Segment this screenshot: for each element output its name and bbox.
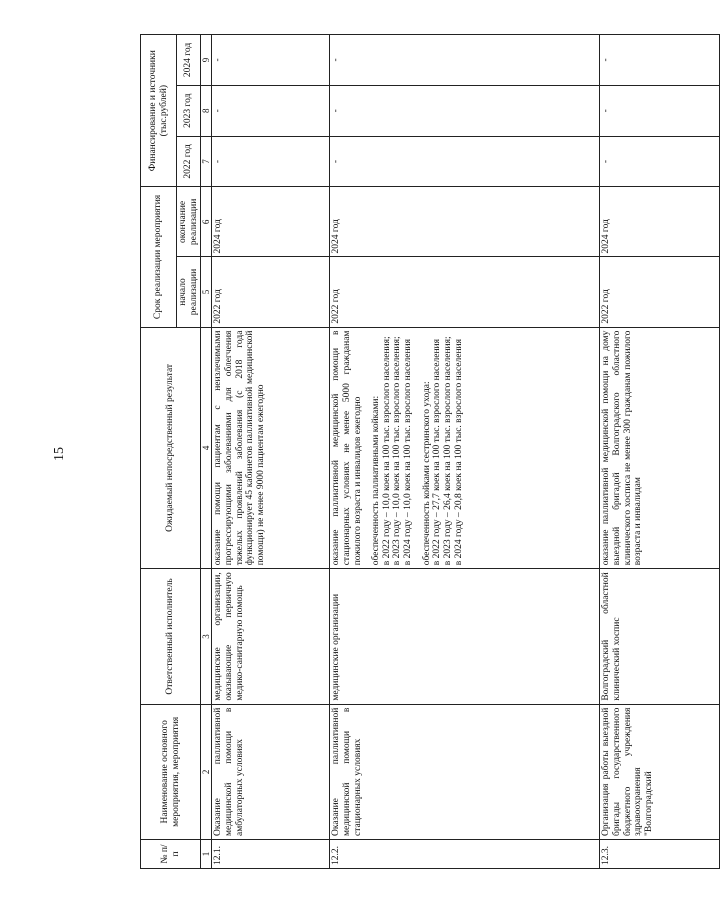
result-line: в 2024 году – 20,8 коек на 100 тыс. взрослого населения	[453, 339, 464, 566]
result-line: оказание паллиативной медицинской помощи на дому выездной бригадой Волгоградского областного клинического хосписа не менее 300 гражданам пожилого возраста и инвалидам	[601, 330, 644, 566]
row-result	[212, 327, 330, 569]
row-finance-2023: -	[212, 85, 330, 136]
row-finance-2024: -	[212, 35, 330, 86]
table-row	[212, 35, 330, 869]
header-result: Ожидаемый непосредственный результат	[141, 327, 201, 569]
row-start: 2022 год	[600, 257, 720, 327]
result-line: в 2022 году – 10,0 коек на 100 тыс. взрослого населения;	[381, 336, 392, 566]
index-cell: 1	[201, 840, 212, 869]
header-finance: Финансирование и источники (тыс.рублей)	[141, 35, 177, 187]
row-finance-2022: -	[330, 136, 600, 187]
result-line: в 2022 году – 27,7 коек на 100 тыс. взрослого населения	[432, 339, 443, 566]
row-finance-2022: -	[600, 136, 720, 187]
row-result	[600, 327, 720, 569]
table-row	[330, 35, 600, 869]
row-num: 12.3.	[600, 840, 720, 869]
row-name: Оказание паллиативной медицинской помощи в стационарных условиях	[330, 704, 600, 839]
row-name: Оказание паллиативной медицинской помощи в амбулаторных условиях	[212, 704, 330, 839]
row-num: 12.2.	[330, 840, 600, 869]
row-finance-2022: -	[212, 136, 330, 187]
header-num: № п/п	[141, 840, 201, 869]
index-cell: 8	[201, 85, 212, 136]
header-2024: 2024 год	[177, 35, 201, 86]
header-name: Наименование основного мероприятия, мероприятия	[141, 704, 201, 839]
header-2022: 2022 год	[177, 136, 201, 187]
header-executor: Ответственный исполнитель	[141, 569, 201, 704]
rotated-page	[100, 0, 654, 905]
result-line: в 2024 году – 10,0 коек на 100 тыс. взрослого населения	[403, 339, 414, 566]
result-line: в 2023 году – 10,0 коек на 100 тыс. взрослого населения;	[392, 336, 403, 566]
index-cell: 7	[201, 136, 212, 187]
row-executor: медицинские организации, оказывающие первичную медико-санитарную помощь	[212, 569, 330, 704]
result-line: оказание паллиативной медицинской помощи в стационарных условиях не менее 5000 гражданам пожилого возраста и инвалидов ежегодно	[331, 330, 363, 566]
result-line: оказание помощи пациентам с неизлечимыми прогрессирующими заболеваниями для облегчения тяжелых проявлений заболевания (с 2018 года функционирует 45 кабинетов паллиативной медицинской помощи) не менее 9000 пациентам ежегодно	[213, 330, 266, 566]
header-end: окончание реализации	[177, 187, 201, 257]
row-end: 2024 год	[212, 187, 330, 257]
page-number: 15	[52, 447, 67, 461]
result-line: обеспеченность паллиативными койками:	[371, 395, 382, 566]
row-end: 2024 год	[600, 187, 720, 257]
result-line: в 2023 году – 26,4 коек на 100 тыс. взрослого населения;	[442, 336, 453, 566]
index-cell: 4	[201, 327, 212, 569]
index-cell: 2	[201, 704, 212, 839]
table-row	[600, 35, 720, 869]
header-term: Срок реализации мероприятия	[141, 187, 177, 327]
header-start: начало реализации	[177, 257, 201, 327]
activities-table	[140, 34, 720, 869]
row-executor: медицинские организации	[330, 569, 600, 704]
row-finance-2023: -	[330, 85, 600, 136]
column-index-row	[201, 35, 212, 869]
row-name: Организация работы выездной бригады государственного бюджетного учреждения здравоохранения "Волгоградский	[600, 704, 720, 839]
index-cell: 3	[201, 569, 212, 704]
index-cell: 9	[201, 35, 212, 86]
row-finance-2024: -	[600, 35, 720, 86]
row-executor: Волгоградский областной клинический хоспис	[600, 569, 720, 704]
row-start: 2022 год	[212, 257, 330, 327]
row-num: 12.1.	[212, 840, 330, 869]
header-2023: 2023 год	[177, 85, 201, 136]
row-start: 2022 год	[330, 257, 600, 327]
row-end: 2024 год	[330, 187, 600, 257]
index-cell: 6	[201, 187, 212, 257]
row-finance-2023: -	[600, 85, 720, 136]
result-line: обеспеченность койками сестринского ухода:	[421, 381, 432, 566]
row-finance-2024: -	[330, 35, 600, 86]
index-cell: 5	[201, 257, 212, 327]
row-result	[330, 327, 600, 569]
